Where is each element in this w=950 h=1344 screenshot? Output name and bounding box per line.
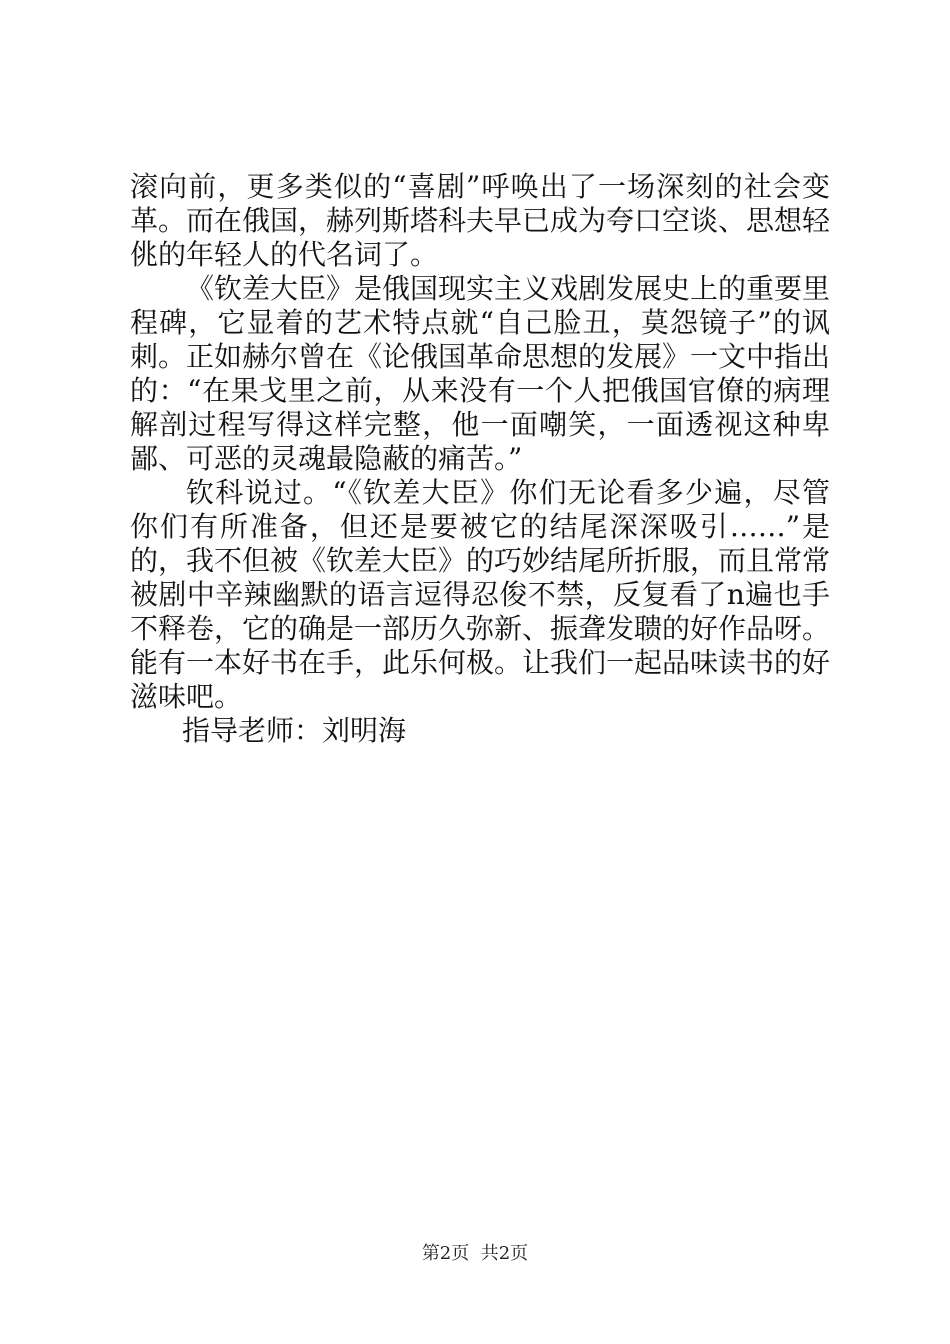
document-body xyxy=(130,170,830,748)
advisor-signature: 指导老师：刘明海 xyxy=(182,714,407,747)
paragraph-inspector-general: 《钦差大臣》是俄国现实主义戏剧发展史上的重要里程碑，它显着的艺术特点就“自己脸丑，莫怨镜子”的讽刺。正如赫尔曾在《论俄国革命思想的发展》一文中指出的：“在果戈里之前，从来没有一个人把俄国官僚的病理解剖过程写得这样完整，他一面嘲笑，一面透视这种卑鄙、可恶的灵魂最隐蔽的痛苦。” xyxy=(130,272,831,475)
page-number: 第2页 xyxy=(421,1243,470,1264)
page-total: 共2页 xyxy=(480,1243,529,1264)
page-footer xyxy=(0,1243,950,1265)
paragraph-ending: 钦科说过。“《钦差大臣》你们无论看多少遍，尽管你们有所准备，但还是要被它的结尾深深吸引……”是的，我不但被《钦差大臣》的巧妙结尾所折服，而且常常被剧中辛辣幽默的语言逗得忍俊不禁，反复看了n遍也手不释卷，它的确是一部历久弥新、振聋发聩的好作品呀。能有一本好书在手，此乐何极。让我们一起品味读书的好滋味吧。 xyxy=(130,476,831,713)
paragraph-continuation: 滚向前，更多类似的“喜剧”呼唤出了一场深刻的社会变革。而在俄国，赫列斯塔科夫早已成为夸口空谈、思想轻佻的年轻人的代名词了。 xyxy=(130,170,831,271)
